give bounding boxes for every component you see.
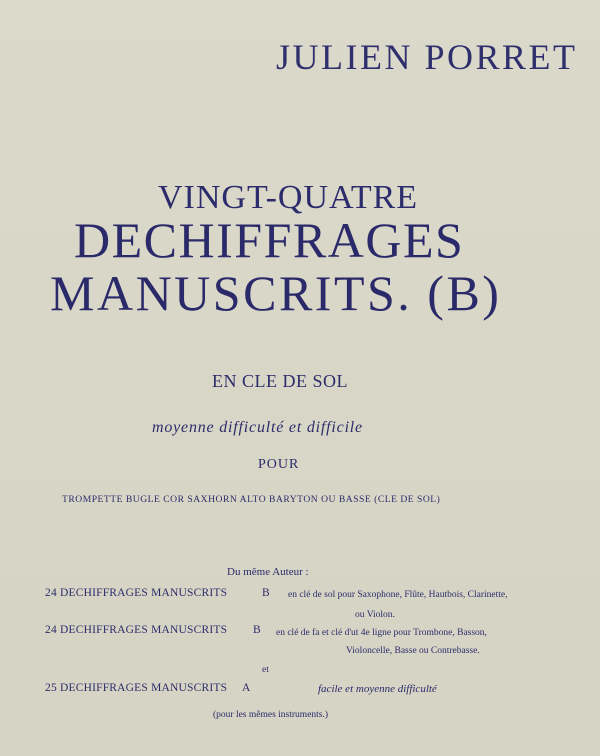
composer-name: JULIEN PORRET [276, 37, 578, 77]
other-works-heading: Du même Auteur : [227, 566, 309, 578]
instrument-list: TROMPETTE BUGLE COR SAXHORN ALTO BARYTON OU BASSE (CLE DE SOL) [62, 494, 441, 505]
other-work-3-series: A [242, 682, 251, 694]
title-line-2: DECHIFFRAGES [74, 212, 465, 268]
other-work-1-series: B [262, 587, 270, 599]
pour-label: POUR [258, 457, 300, 472]
other-work-2-title: 24 DECHIFFRAGES MANUSCRITS [45, 624, 228, 636]
other-work-3-desc: facile et moyenne difficulté [318, 683, 437, 695]
other-work-1-desc-1: en clé de sol pour Saxophone, Flûte, Hautbois, Clarinette, [288, 590, 508, 600]
title-line-3: MANUSCRITS. (B) [50, 265, 502, 321]
other-work-2-desc-1: en clé de fa et clé d'ut 4e ligne pour Trombone, Basson, [276, 628, 487, 638]
difficulty-subtitle: moyenne difficulté et difficile [152, 419, 363, 436]
other-work-2-desc-2: Violoncelle, Basse ou Contrebasse. [346, 646, 480, 656]
other-work-2-series: B [253, 624, 261, 636]
other-works-connector: et [262, 665, 269, 675]
other-works-footer: (pour les mêmes instruments.) [213, 710, 329, 720]
title-line-1: VINGT-QUATRE [157, 179, 419, 216]
other-work-1-desc-2: ou Violon. [355, 610, 395, 620]
other-work-3-title: 25 DECHIFFRAGES MANUSCRITS [45, 682, 228, 694]
other-work-1-title: 24 DECHIFFRAGES MANUSCRITS [45, 587, 228, 599]
clef-subtitle: EN CLE DE SOL [212, 371, 348, 391]
